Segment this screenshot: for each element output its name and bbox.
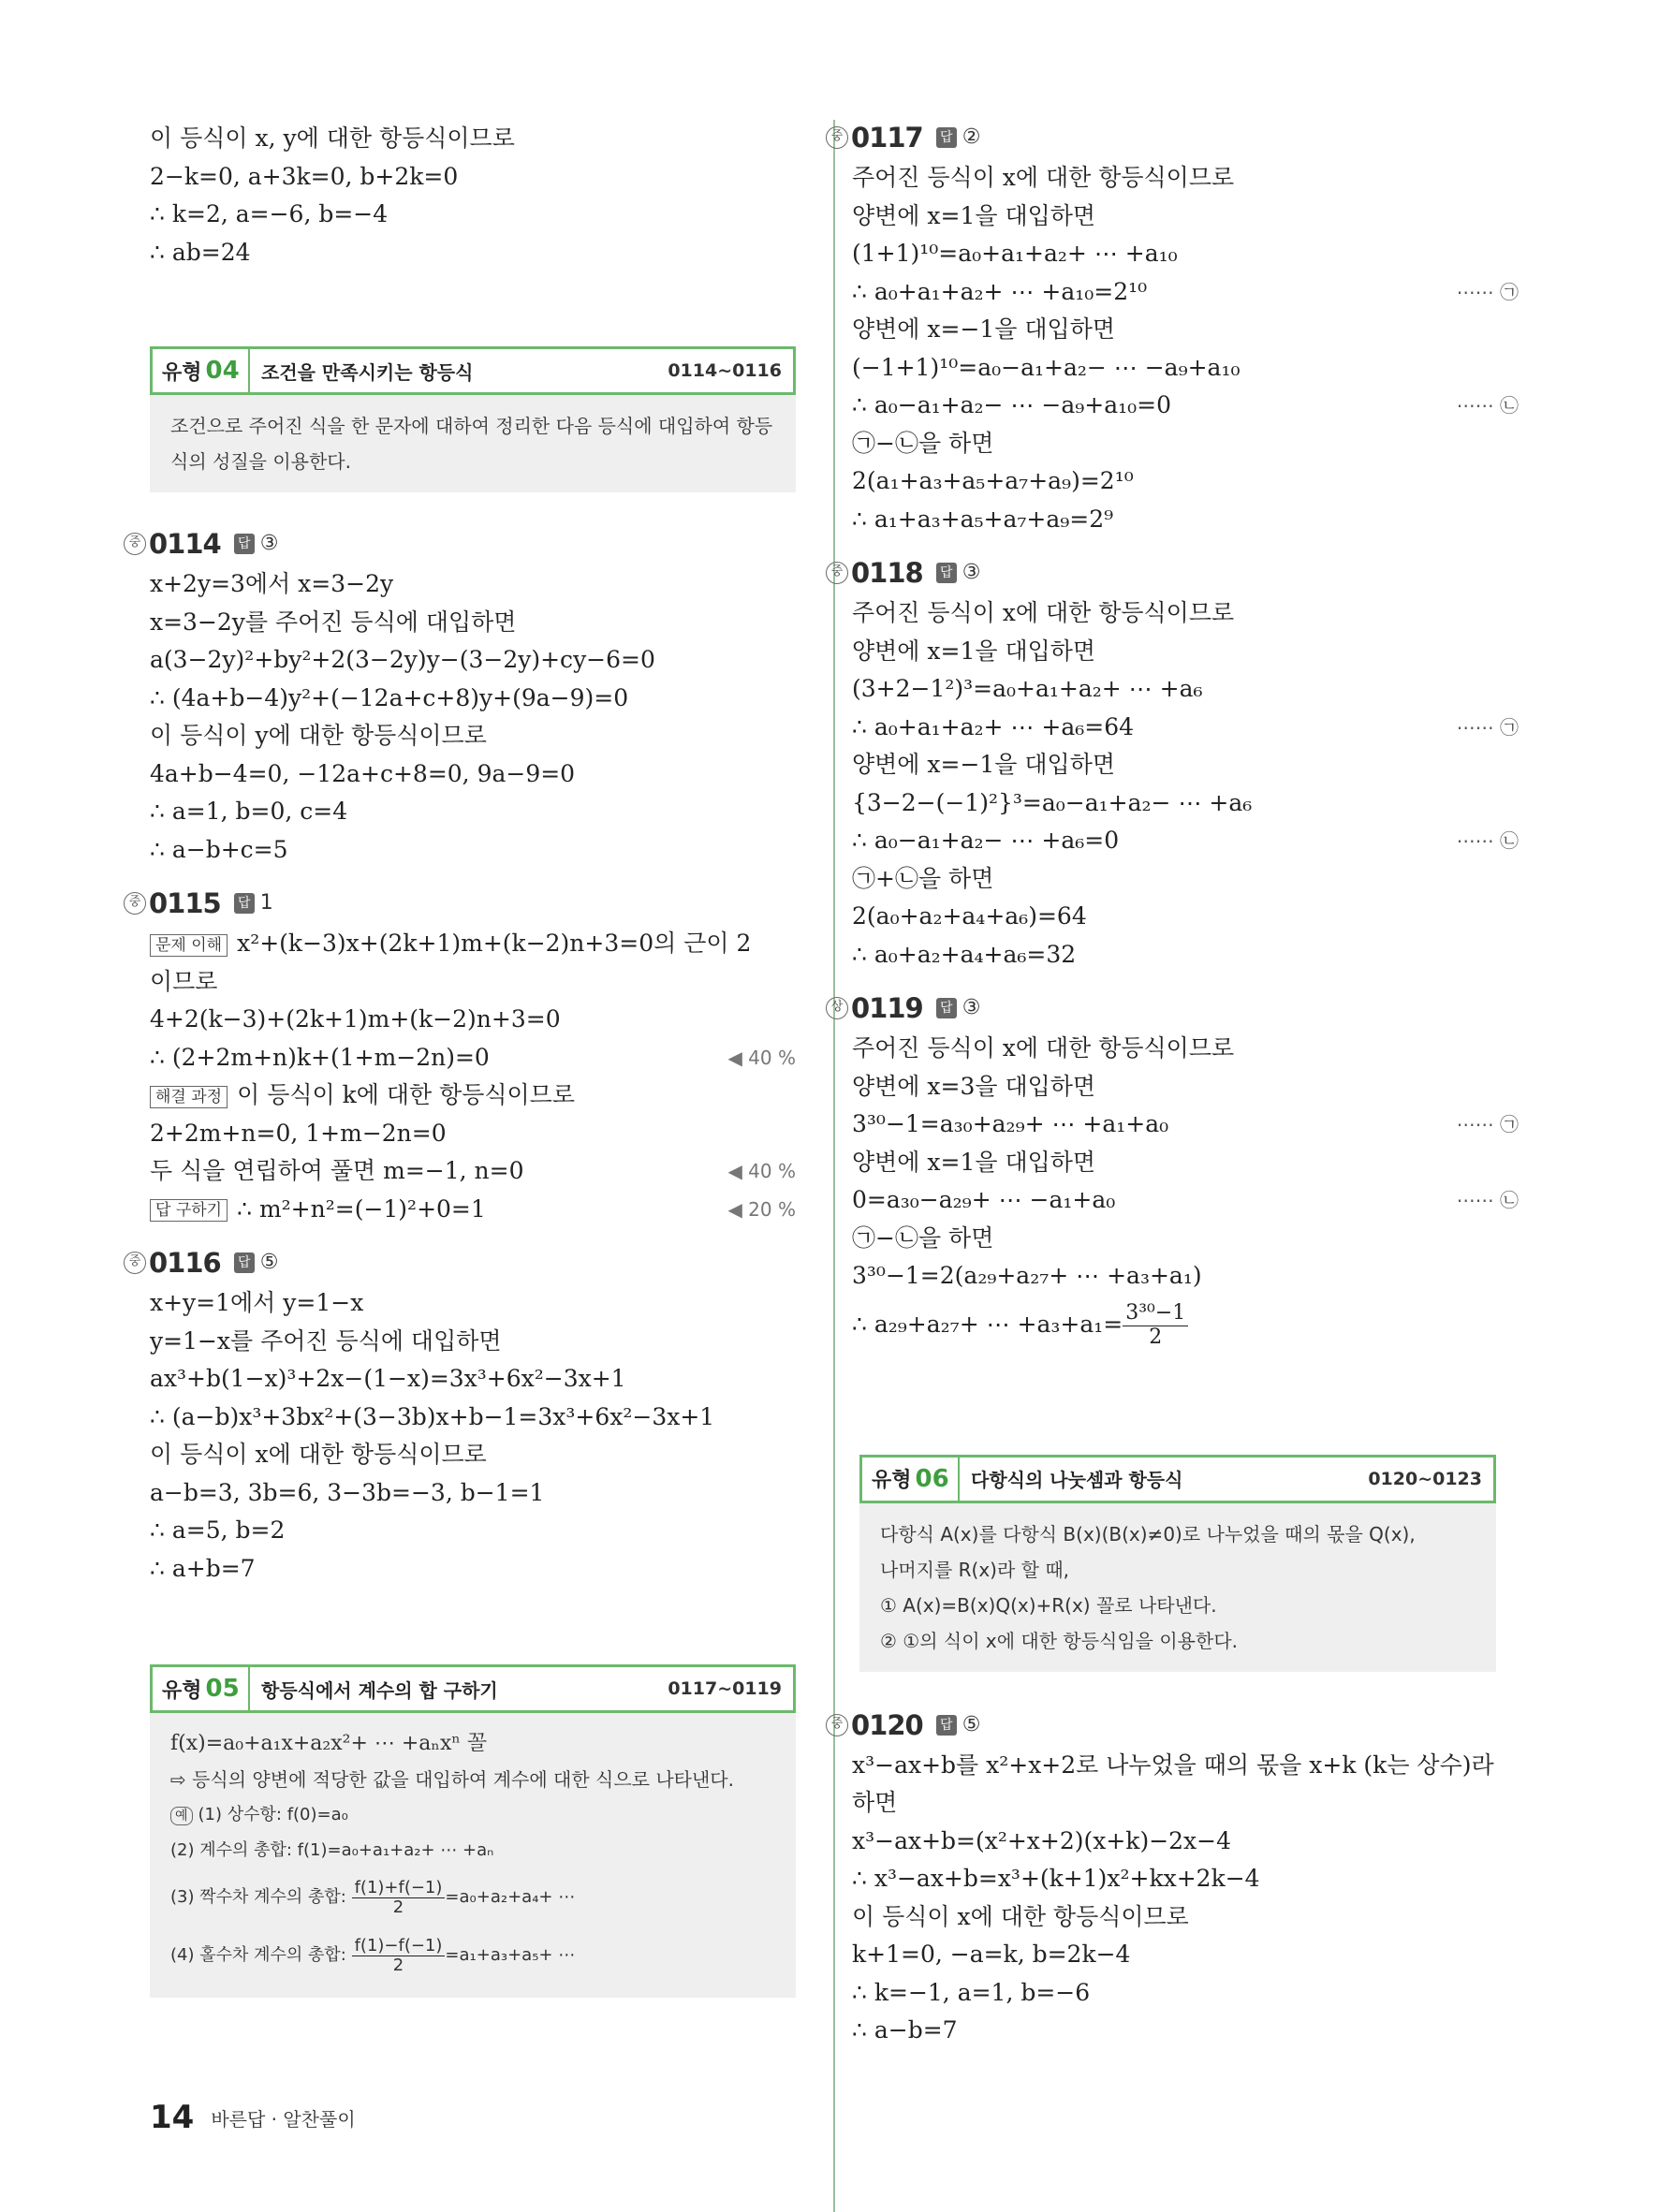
solution-line: ∴ k=−1, a=1, b=−6	[852, 1978, 1091, 2006]
difficulty-badge: 중	[124, 1252, 146, 1274]
solution-line: (−1+1)¹⁰=a₀−a₁+a₂− ⋯ −a₉+a₁₀	[852, 353, 1241, 381]
solution-line: x³−ax+b를 x²+x+2로 나누었을 때의 몫을 x+k (k는 상수)라	[852, 1751, 1494, 1779]
solution-line: 답 구하기 ∴ m²+n²=(−1)²+0=1 ◀ 20 %	[150, 1191, 796, 1229]
solution-line: x=3−2y를 주어진 등식에 대입하면	[150, 608, 517, 636]
answer-badge: 답	[936, 998, 957, 1018]
problem-header	[124, 882, 796, 925]
solution-line: ∴ a+b=7	[150, 1554, 256, 1582]
solution-line: 2(a₀+a₂+a₄+a₆)=64	[852, 902, 1087, 930]
solution-line: ∴ (2+2m+n)k+(1+m−2n)=0 ◀ 40 %	[150, 1039, 796, 1077]
answer-badge: 답	[936, 1715, 957, 1736]
solution-line: ∴ a₀+a₁+a₂+ ⋯ +a₁₀=2¹⁰ ⋯⋯ ㉠	[852, 273, 1519, 312]
problem-number: 0120	[851, 1708, 923, 1741]
solution-line: k+1=0, −a=k, b=2k−4	[852, 1941, 1131, 1968]
answer-badge: 답	[936, 127, 957, 148]
type-title: 조건을 만족시키는 항등식	[261, 360, 474, 384]
answer-value: ③	[962, 996, 981, 1019]
solution-line: ∴ a=5, b=2	[150, 1516, 286, 1544]
intro-solution	[150, 120, 796, 271]
answer-badge: 답	[936, 563, 957, 583]
type-guide: 다항식 A(x)를 다항식 B(x)(B(x)≠0)로 나누었을 때의 몫을 Q(x), 나머지를 R(x)라 할 때, ① A(x)=B(x)Q(x)+R(x) 꼴로 나타낸다. ② ①의 식이 x에 대한 항등식임을 이용한다.	[859, 1503, 1496, 1672]
solution-line: a−b=3, 3b=6, 3−3b=−3, b−1=1	[150, 1478, 545, 1506]
type-header	[150, 346, 796, 395]
equation-marker: ⋯⋯ ㉡	[1456, 1189, 1519, 1211]
type-04-section	[150, 346, 796, 492]
solution-line: 2+2m+n=0, 1+m−2n=0	[150, 1119, 447, 1147]
solution-line: x+y=1에서 y=1−x	[150, 1289, 364, 1316]
solution-line: x³−ax+b=(x²+x+2)(x+k)−2x−4	[852, 1826, 1232, 1854]
solution-line: 4a+b−4=0, −12a+c+8=0, 9a−9=0	[150, 759, 576, 787]
score-percent: ◀ 20 %	[727, 1197, 796, 1221]
equation-marker: ⋯⋯ ㉠	[1456, 715, 1519, 739]
type-title: 다항식의 나눗셈과 항등식	[971, 1469, 1183, 1491]
difficulty-badge: 상	[826, 997, 848, 1019]
answer-badge: 답	[234, 1252, 255, 1273]
answer-value: ③	[962, 561, 981, 584]
problem-number: 0118	[851, 557, 923, 589]
problem-range: 0114~0116	[668, 360, 782, 381]
solution-line: ax³+b(1−x)³+2x−(1−x)=3x³+6x²−3x+1	[150, 1365, 626, 1392]
problem-0116	[128, 1241, 796, 1588]
problem-0118	[830, 551, 1519, 974]
solution-line: ∴ a₀+a₂+a₄+a₆=32	[852, 940, 1077, 968]
equation-marker: ⋯⋯ ㉠	[1456, 1113, 1519, 1135]
type-guide: 조건으로 주어진 식을 한 문자에 대하여 정리한 다음 등식에 대입하여 항등 식의 성질을 이용한다.	[150, 395, 796, 492]
solution-line: 3³⁰−1=2(a₂₉+a₂₇+ ⋯ +a₃+a₁)	[852, 1262, 1202, 1289]
solution-line: ∴ a₀+a₁+a₂+ ⋯ +a₆=64 ⋯⋯ ㉠	[852, 709, 1519, 747]
solution-line: {3−2−(−1)²}³=a₀−a₁+a₂− ⋯ +a₆	[852, 788, 1253, 816]
problem-header	[826, 551, 1519, 594]
solution-line: 이 등식이 x에 대한 항등식이므로	[852, 1902, 1189, 1930]
score-percent: ◀ 40 %	[727, 1046, 796, 1069]
solution-line: 이므로	[150, 967, 218, 995]
solution-line: 하면	[852, 1789, 898, 1816]
solution-line: ∴ a−b+c=5	[150, 835, 288, 863]
solution-line: 주어진 등식이 x에 대한 항등식이므로	[852, 164, 1235, 191]
type-06-section	[852, 1455, 1496, 1672]
solution-line: 이 등식이 x에 대한 항등식이므로	[150, 1441, 487, 1468]
solution-line: 4+2(k−3)+(2k+1)m+(k−2)n+3=0	[150, 1005, 561, 1033]
type-header	[859, 1455, 1496, 1503]
fraction: $\frac{f(1)-f(-1)}{2}$	[352, 1937, 446, 1975]
score-percent: ◀ 40 %	[727, 1160, 796, 1182]
solution-line: ∴ a₁+a₃+a₅+a₇+a₉=2⁹	[852, 505, 1114, 533]
difficulty-badge: 중	[124, 533, 146, 555]
answer-value: ③	[259, 532, 279, 555]
solution-line: y=1−x를 주어진 등식에 대입하면	[150, 1326, 502, 1355]
solution-line: 주어진 등식이 x에 대한 항등식이므로	[852, 599, 1235, 626]
difficulty-badge: 중	[826, 1714, 848, 1736]
solution-line: 2(a₁+a₃+a₅+a₇+a₉)=2¹⁰	[852, 467, 1134, 494]
page-footer	[150, 2099, 356, 2136]
book-label: 바른답 · 알찬풀이	[211, 2107, 356, 2131]
solution-line: 해결 과정 이 등식이 k에 대한 항등식이므로	[150, 1077, 796, 1115]
problem-range: 0120~0123	[1368, 1468, 1482, 1489]
problem-header	[826, 987, 1519, 1030]
difficulty-badge: 중	[826, 562, 848, 584]
solution-line: 이 등식이 y에 대한 항등식이므로	[150, 722, 487, 749]
type-header	[150, 1664, 796, 1713]
step-tag: 해결 과정	[150, 1086, 228, 1108]
problem-0114	[128, 522, 796, 869]
solution-line: 양변에 x=3을 대입하면	[852, 1072, 1096, 1100]
solution-line: ∴ a₂₉+a₂₇+ ⋯ +a₃+a₁= $\frac{\text{3³⁰−1}}{2}$	[852, 1296, 1519, 1354]
problem-0120	[830, 1704, 1519, 2050]
solution-line: 양변에 x=−1을 대입하면	[852, 315, 1115, 343]
solution-line: 3³⁰−1=a₃₀+a₂₉+ ⋯ +a₁+a₀ ⋯⋯ ㉠	[852, 1106, 1519, 1144]
step-tag: 문제 이해	[150, 934, 228, 957]
step-tag: 답 구하기	[150, 1199, 228, 1222]
solution-line: x+2y=3에서 x=3−2y	[150, 570, 394, 597]
solution-line: ∴ a−b=7	[852, 2016, 958, 2044]
solution-line: 양변에 x=1을 대입하면	[852, 637, 1096, 665]
answer-value: 1	[259, 891, 273, 915]
solution-line: ㉠−㉡을 하면	[852, 429, 994, 457]
problem-number: 0117	[851, 122, 923, 154]
equation-marker: ⋯⋯ ㉡	[1456, 829, 1519, 852]
difficulty-badge: 중	[826, 126, 848, 149]
solution-line: (1+1)¹⁰=a₀+a₁+a₂+ ⋯ +a₁₀	[852, 240, 1178, 267]
problem-number: 0114	[149, 528, 221, 560]
solution-line: ∴ ab=24	[150, 238, 251, 266]
problem-header	[124, 522, 796, 565]
solution-line: 양변에 x=−1을 대입하면	[852, 751, 1115, 778]
solution-line: 두 식을 연립하여 풀면 m=−1, n=0 ◀ 40 %	[150, 1152, 796, 1191]
right-column	[830, 116, 1519, 2050]
problem-range: 0117~0119	[668, 1678, 782, 1699]
solution-line: ∴ k=2, a=−6, b=−4	[150, 200, 389, 227]
problem-0117	[830, 116, 1519, 538]
problem-header	[826, 116, 1519, 159]
solution-line: ㉠−㉡을 하면	[852, 1223, 994, 1252]
fraction: $\frac{f(1)+f(-1)}{2}$	[352, 1879, 446, 1917]
solution-line: ∴ (a−b)x³+3bx²+(3−3b)x+b−1=3x³+6x²−3x+1	[150, 1402, 715, 1430]
difficulty-badge: 중	[124, 892, 146, 915]
answer-badge: 답	[234, 893, 255, 914]
problem-0119	[830, 987, 1519, 1354]
equation-marker: ⋯⋯ ㉡	[1456, 394, 1519, 417]
solution-line: ㉠+㉡을 하면	[852, 864, 994, 892]
type-title: 항등식에서 계수의 합 구하기	[261, 1678, 498, 1702]
answer-badge: 답	[234, 534, 255, 554]
solution-line: 양변에 x=1을 대입하면	[852, 201, 1096, 229]
answer-value: ⑤	[962, 1712, 981, 1736]
solution-line: a(3−2y)²+by²+2(3−2y)y−(3−2y)+cy−6=0	[150, 646, 655, 673]
solution-line: (3+2−1²)³=a₀+a₁+a₂+ ⋯ +a₆	[852, 675, 1203, 702]
equation-marker: ⋯⋯ ㉠	[1456, 280, 1519, 303]
column-divider	[833, 120, 835, 2212]
type-label: 유형 05	[153, 1667, 250, 1710]
solution-line: 문제 이해 x²+(k−3)x+(2k+1)m+(k−2)n+3=0의 근이 2	[150, 925, 796, 963]
problem-0115	[128, 882, 796, 1228]
example-badge: 예	[170, 1807, 193, 1825]
problem-number: 0116	[149, 1247, 221, 1279]
problem-header	[826, 1704, 1519, 1747]
solution-line: 이 등식이 x, y에 대한 항등식이므로	[150, 125, 515, 152]
page-number: 14	[150, 2099, 195, 2136]
answer-value: ②	[962, 125, 981, 149]
problem-number: 0115	[149, 887, 221, 919]
solution-line: ∴ a=1, b=0, c=4	[150, 798, 348, 825]
type-guide: f(x)=a₀+a₁x+a₂x²+ ⋯ +aₙxⁿ 꼴 ⇨ 등식의 양변에 적당한 값을 대입하여 계수에 대한 식으로 나타낸다. 예 (1) 상수항: f(0)=a₀ (2) 계수의 총합: f(1)=a₀+a₁+a₂+ ⋯ +aₙ (3) 짝수차 계수의 총합: $\frac{f(1)+f(-1)}{2}$ =a₀+a₂+a₄+ ⋯ (4) 홀수차 계수의 총합: $\frac{f(1)-f(-1)}{2}$ =a₁+a₃+a₅+ ⋯	[150, 1713, 796, 1998]
answer-value: ⑤	[259, 1251, 279, 1274]
solution-line: 양변에 x=1을 대입하면	[852, 1148, 1096, 1176]
solution-line: ∴ (4a+b−4)y²+(−12a+c+8)y+(9a−9)=0	[150, 683, 629, 711]
type-label: 유형 06	[862, 1458, 960, 1501]
solution-line: ∴ x³−ax+b=x³+(k+1)x²+kx+2k−4	[852, 1865, 1260, 1892]
left-column	[128, 120, 796, 1998]
solution-line: 2−k=0, a+3k=0, b+2k=0	[150, 162, 459, 190]
fraction: $\frac{\text{3³⁰−1}}{2}$	[1123, 1302, 1188, 1348]
problem-header	[124, 1241, 796, 1284]
solution-line: 0=a₃₀−a₂₉+ ⋯ −a₁+a₀ ⋯⋯ ㉡	[852, 1181, 1519, 1220]
solution-line: 주어진 등식이 x에 대한 항등식이므로	[852, 1034, 1235, 1062]
type-05-section	[150, 1664, 796, 1998]
type-label: 유형 04	[153, 349, 250, 392]
solution-line: ∴ a₀−a₁+a₂− ⋯ +a₆=0 ⋯⋯ ㉡	[852, 822, 1519, 860]
solution-line: ∴ a₀−a₁+a₂− ⋯ −a₉+a₁₀=0 ⋯⋯ ㉡	[852, 387, 1519, 425]
problem-number: 0119	[851, 992, 923, 1024]
